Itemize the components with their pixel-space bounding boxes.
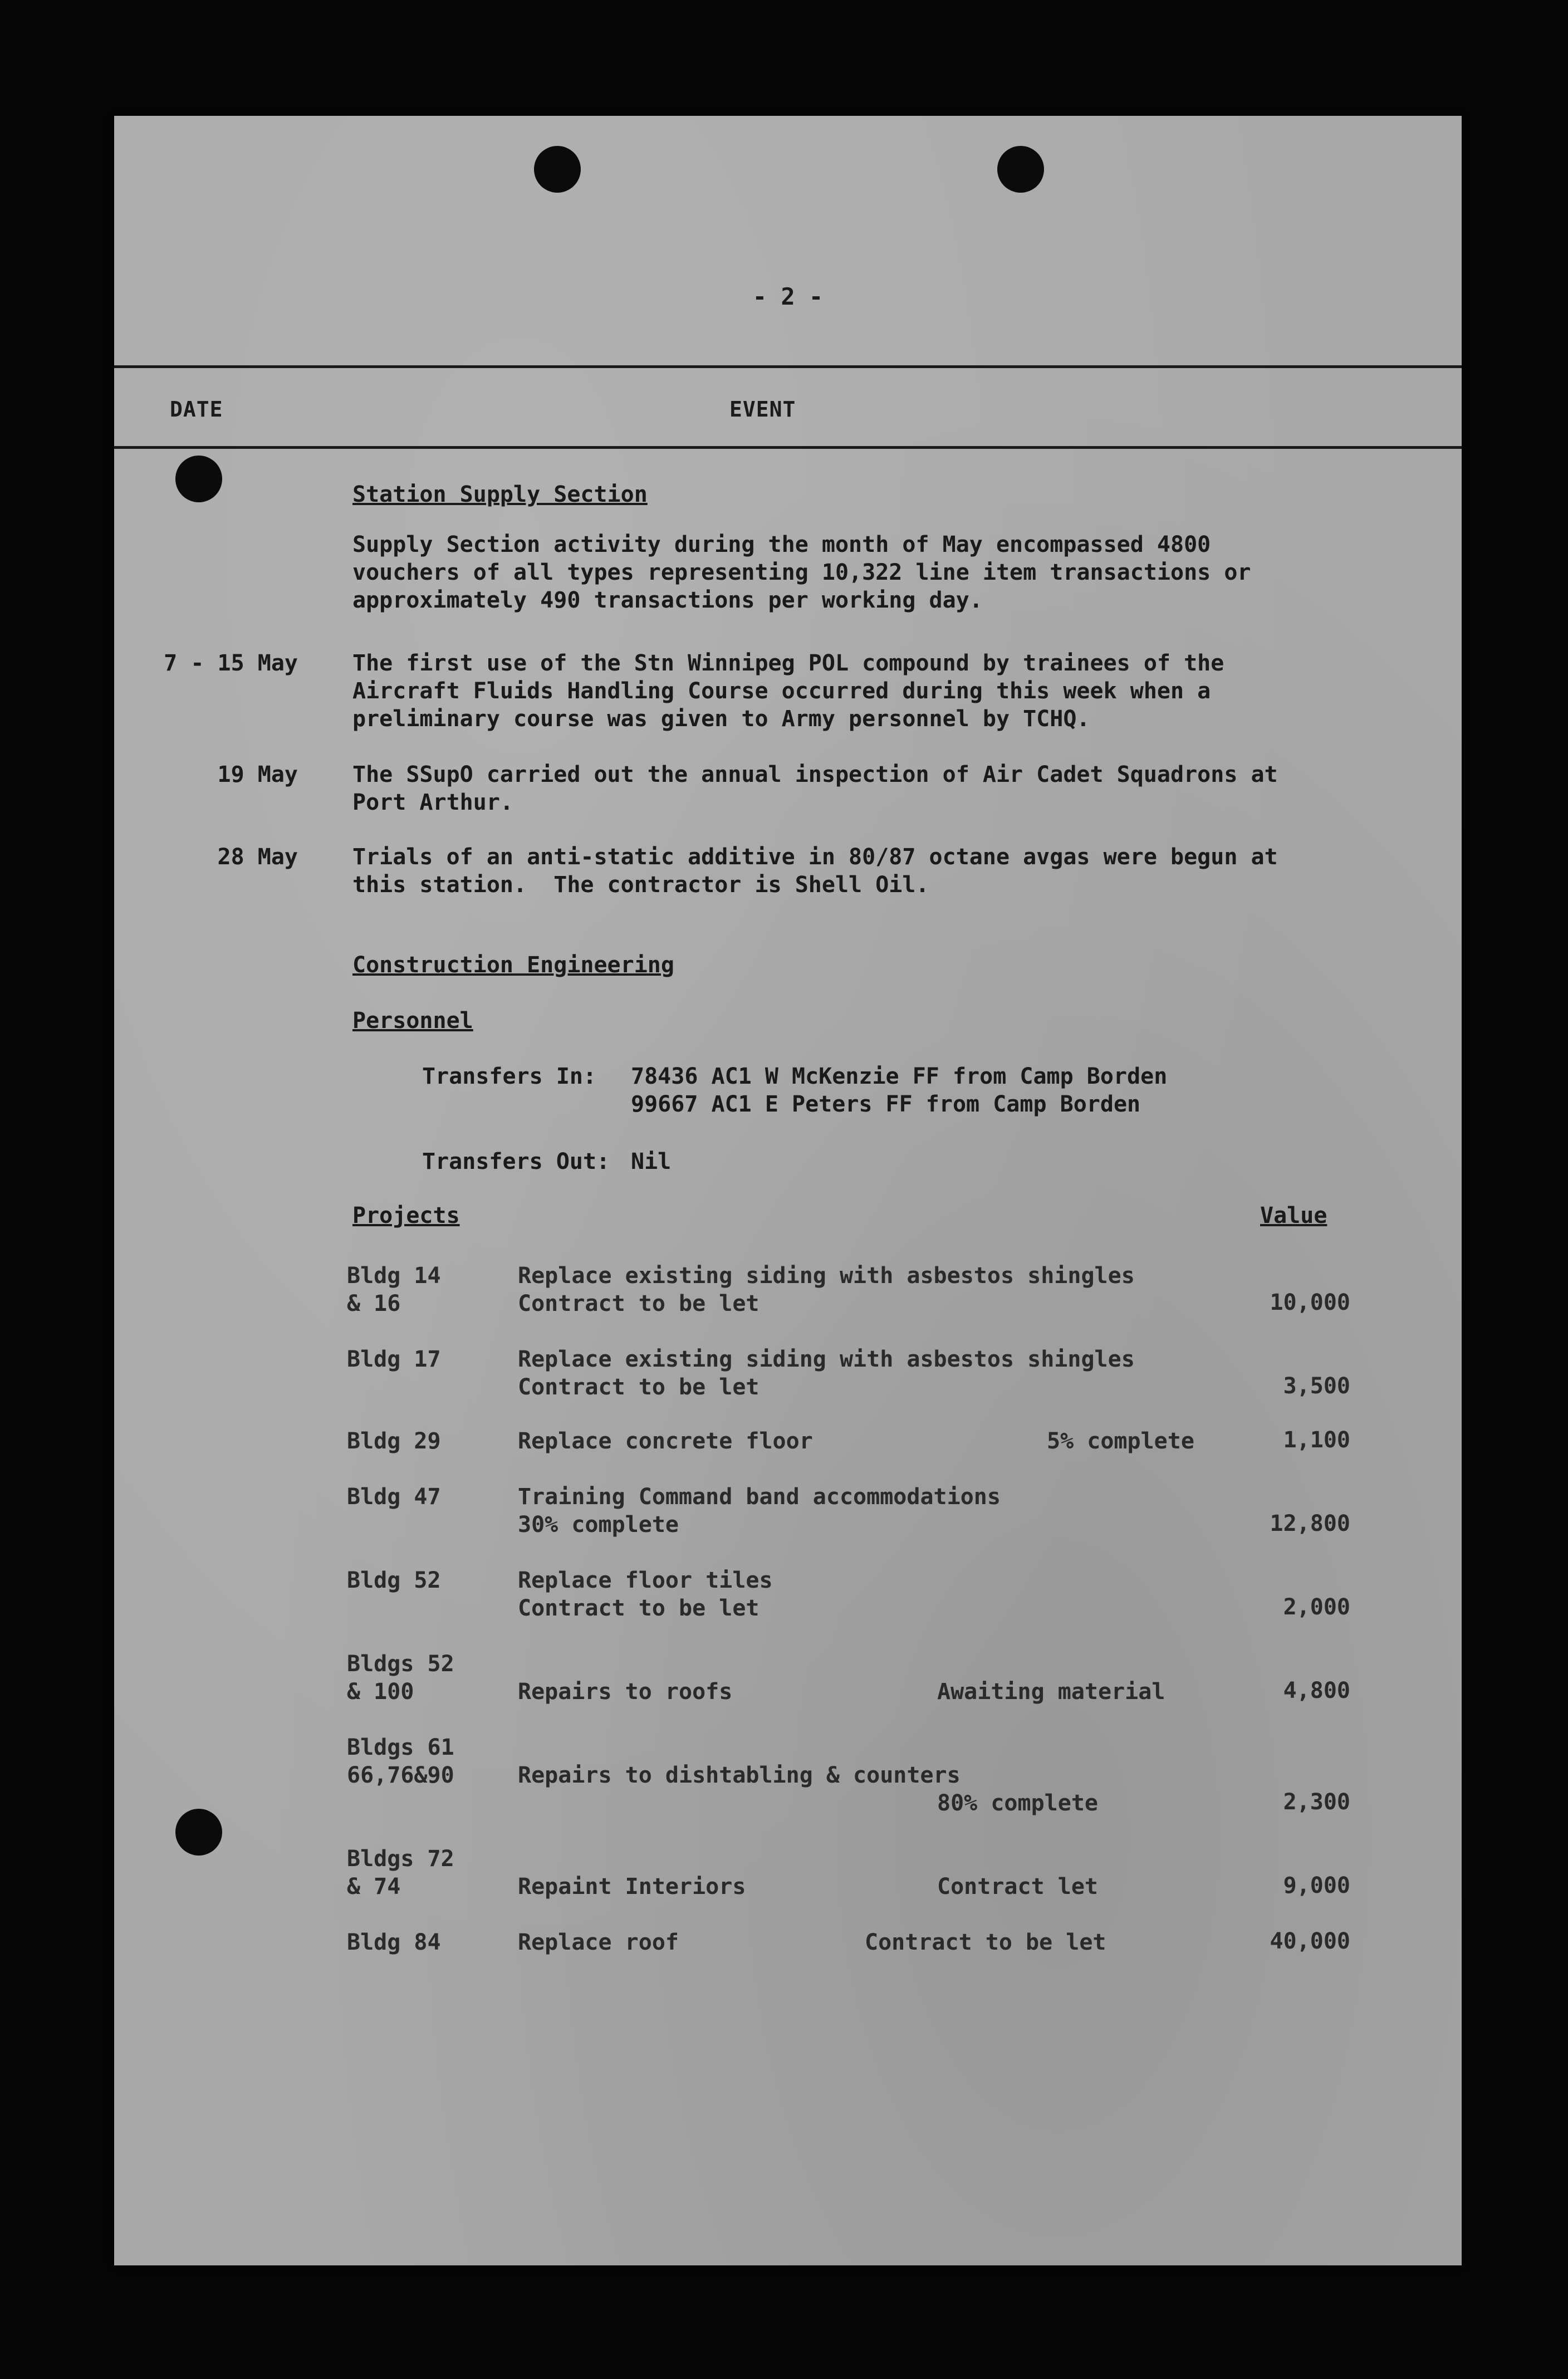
entry-date: 19 May xyxy=(217,762,298,787)
project-building: Bldg 84 xyxy=(347,1930,441,1955)
entry-text: Trials of an anti-static additive in 80/87 octane avgas were begun at this station. The contractor is Shell Oil. xyxy=(352,844,1278,898)
header-rule-top xyxy=(114,365,1462,368)
construction-heading: Construction Engineering xyxy=(352,952,674,978)
project-status: Contract let xyxy=(937,1874,1098,1900)
column-header-event: EVENT xyxy=(729,397,796,422)
column-header-date: DATE xyxy=(170,397,223,422)
project-description: Replace existing siding with asbestos shingles Contract to be let xyxy=(518,1263,1135,1316)
project-description: Repairs to roofs xyxy=(518,1679,733,1705)
project-value: 1,100 xyxy=(1283,1427,1350,1453)
punch-hole-top-right xyxy=(997,146,1044,193)
supply-heading: Station Supply Section xyxy=(352,482,648,507)
transfers-in-list: 78436 AC1 W McKenzie FF from Camp Borden 99667 AC1 E Peters FF from Camp Borden xyxy=(631,1064,1168,1117)
document-page xyxy=(114,116,1462,2265)
project-value: 12,800 xyxy=(1270,1511,1350,1536)
project-description: Repaint Interiors xyxy=(518,1874,746,1900)
project-status: Contract to be let xyxy=(865,1930,1106,1955)
project-value: 2,300 xyxy=(1283,1789,1350,1815)
project-status: Awaiting material xyxy=(937,1679,1165,1705)
punch-hole-top-left xyxy=(534,146,581,193)
transfers-in-label: Transfers In: xyxy=(422,1064,597,1089)
page-number: - 2 - xyxy=(752,283,824,310)
project-status: 80% complete xyxy=(937,1790,1098,1816)
project-building: Bldg 47 xyxy=(347,1484,441,1510)
entry-text: The SSupO carried out the annual inspection of Air Cadet Squadrons at Port Arthur. xyxy=(352,762,1278,815)
project-building: Bldgs 72 & 74 xyxy=(347,1846,454,1900)
project-building: Bldg 14 & 16 xyxy=(347,1263,441,1316)
transfers-out-value: Nil xyxy=(631,1149,672,1174)
project-value: 3,500 xyxy=(1283,1373,1350,1399)
project-value: 2,000 xyxy=(1283,1594,1350,1620)
project-value: 4,800 xyxy=(1283,1678,1350,1704)
project-description: Training Command band accommodations 30% complete xyxy=(518,1484,1001,1538)
project-value: 10,000 xyxy=(1270,1290,1350,1315)
projects-heading: Projects xyxy=(352,1203,460,1228)
entry-date: 28 May xyxy=(217,844,298,870)
punch-hole-left-upper xyxy=(175,456,222,502)
project-description: Replace floor tiles Contract to be let xyxy=(518,1568,773,1621)
project-value: 9,000 xyxy=(1283,1873,1350,1898)
header-rule-bottom xyxy=(114,446,1462,449)
entry-text: The first use of the Stn Winnipeg POL compound by trainees of the Aircraft Fluids Handling Course occurred during this week when a preliminary course was given to Army personnel by TCHQ. xyxy=(352,650,1224,732)
project-description: Replace roof xyxy=(518,1930,679,1955)
project-building: Bldg 52 xyxy=(347,1568,441,1593)
project-building: Bldg 17 xyxy=(347,1347,441,1372)
transfers-out-label: Transfers Out: xyxy=(422,1149,610,1174)
project-description: Replace existing siding with asbestos shingles Contract to be let xyxy=(518,1347,1135,1400)
project-description: Repairs to dishtabling & counters xyxy=(518,1763,961,1788)
project-building: Bldgs 61 66,76&90 xyxy=(347,1735,454,1788)
project-description: Replace concrete floor xyxy=(518,1428,813,1454)
project-building: Bldg 29 xyxy=(347,1428,441,1454)
entry-date: 7 - 15 May xyxy=(164,650,298,676)
supply-paragraph: Supply Section activity during the month of May encompassed 4800 vouchers of all types representing 10,322 line item transactions or approximately 490 transactions per working day. xyxy=(352,532,1251,613)
project-value: 40,000 xyxy=(1270,1928,1350,1954)
value-heading: Value xyxy=(1260,1203,1327,1228)
project-status: 5% complete xyxy=(1047,1428,1194,1454)
project-building: Bldgs 52 & 100 xyxy=(347,1651,454,1705)
punch-hole-left-lower xyxy=(175,1809,222,1856)
personnel-heading: Personnel xyxy=(352,1008,473,1034)
